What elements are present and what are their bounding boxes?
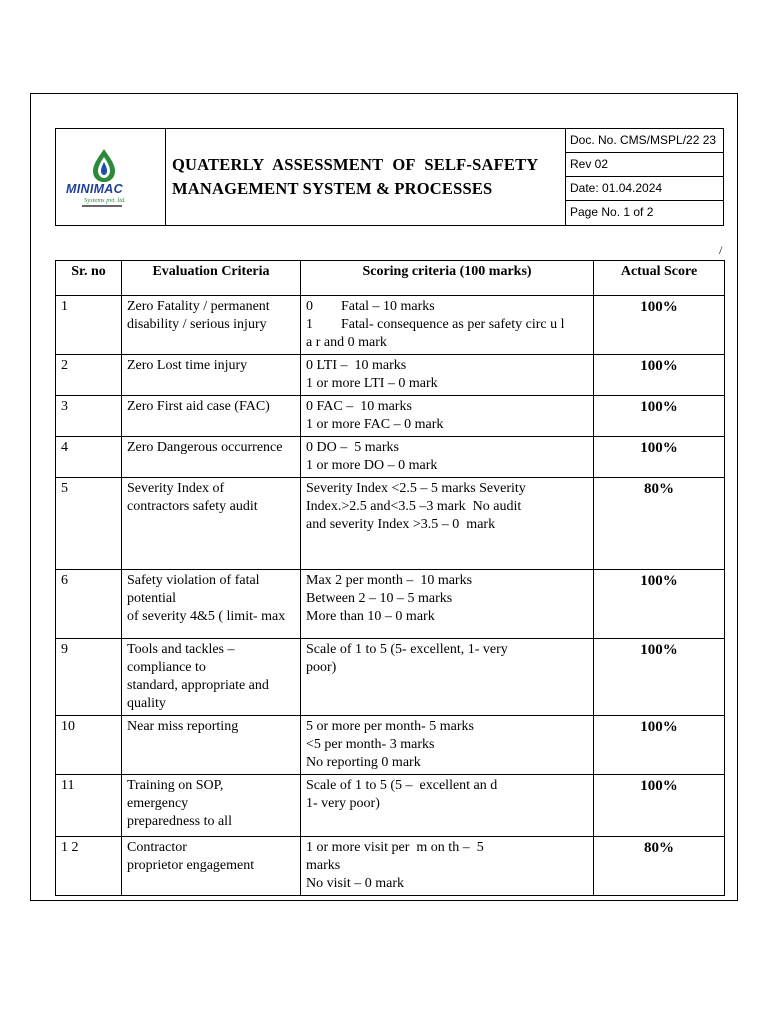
revision: Rev 02	[566, 153, 724, 177]
criteria-line: contractors safety audit	[127, 499, 258, 514]
criteria-cell	[122, 716, 301, 775]
criteria-cell	[122, 396, 301, 437]
scoring-line: More than 10 – 0 mark	[306, 609, 435, 624]
scoring-line: No reporting 0 mark	[306, 755, 421, 770]
column-header: Actual Score	[594, 261, 725, 296]
svg-text:Systems pvt. ltd.: Systems pvt. ltd.	[84, 197, 126, 204]
criteria-line: Tools and tackles –	[127, 642, 235, 657]
sr-no-cell: 1	[56, 296, 122, 355]
criteria-line: compliance to	[127, 660, 206, 675]
criteria-line: of severity 4&5 ( limit- max	[127, 609, 286, 624]
scoring-line: 1 Fatal- consequence as per safety circ u l	[306, 317, 565, 332]
scoring-line: 1- very poor)	[306, 796, 380, 811]
table-row	[56, 396, 725, 437]
criteria-line: Zero First aid case (FAC)	[127, 399, 270, 414]
criteria-line: potential	[127, 591, 176, 606]
criteria-line: preparedness to all	[127, 814, 232, 829]
document-header	[55, 128, 724, 226]
criteria-line: standard, appropriate and	[127, 678, 269, 693]
sr-no-cell: 11	[56, 775, 122, 837]
actual-score-cell: 80%	[594, 478, 725, 570]
table-row	[56, 478, 725, 570]
criteria-line: Training on SOP,	[127, 778, 224, 793]
scoring-line: Scale of 1 to 5 (5- excellent, 1- very	[306, 642, 508, 657]
scoring-line: Index.>2.5 and<3.5 –3 mark No audit	[306, 499, 522, 514]
scoring-line: 0 DO – 5 marks	[306, 440, 399, 455]
page-number: Page No. 1 of 2	[570, 205, 654, 219]
scoring-line: 5 or more per month- 5 marks	[306, 719, 474, 734]
scoring-line: Severity Index <2.5 – 5 marks Severity	[306, 481, 526, 496]
criteria-cell	[122, 296, 301, 355]
scoring-line: 1 or more FAC – 0 mark	[306, 417, 444, 432]
criteria-cell	[122, 837, 301, 896]
scoring-line: poor)	[306, 660, 337, 675]
table-row	[56, 355, 725, 396]
scoring-cell	[301, 837, 594, 896]
table-header-row	[56, 261, 725, 296]
scoring-line: 1 or more LTI – 0 mark	[306, 376, 438, 391]
title-cell	[166, 129, 619, 225]
criteria-line: Zero Lost time injury	[127, 358, 248, 373]
document-meta	[565, 129, 724, 225]
sr-no-cell: 1 2	[56, 837, 122, 896]
doc-number: Doc. No. CMS/MSPL/22 23	[566, 129, 724, 153]
scoring-cell	[301, 478, 594, 570]
actual-score-cell: 100%	[594, 570, 725, 639]
actual-score-cell: 100%	[594, 396, 725, 437]
sr-no-cell: 3	[56, 396, 122, 437]
criteria-line: Near miss reporting	[127, 719, 239, 734]
criteria-cell	[122, 478, 301, 570]
sr-no-cell: 2	[56, 355, 122, 396]
sr-no-cell: 6	[56, 570, 122, 639]
criteria-cell	[122, 639, 301, 716]
scoring-line: and severity Index >3.5 – 0 mark	[306, 517, 496, 532]
actual-score-cell: 100%	[594, 775, 725, 837]
minimac-logo	[64, 145, 158, 211]
logo-cell	[56, 129, 166, 225]
actual-score-cell: 100%	[594, 296, 725, 355]
criteria-line: Zero Fatality / permanent	[127, 299, 270, 314]
scoring-line: Between 2 – 10 – 5 marks	[306, 591, 453, 606]
stray-mark: /	[719, 243, 723, 257]
scoring-line: Max 2 per month – 10 marks	[306, 573, 473, 588]
actual-score-cell: 100%	[594, 639, 725, 716]
document-title	[172, 153, 572, 201]
scoring-cell	[301, 639, 594, 716]
criteria-line: Zero Dangerous occurrence	[127, 440, 283, 455]
table-row	[56, 775, 725, 837]
criteria-line: Contractor	[127, 840, 187, 855]
date: Date: 01.04.2024	[566, 177, 724, 201]
scoring-line: 1 or more visit per m on th – 5	[306, 840, 484, 855]
actual-score-cell: 100%	[594, 716, 725, 775]
column-header: Sr. no	[56, 261, 122, 296]
table-row	[56, 437, 725, 478]
scoring-cell	[301, 570, 594, 639]
scoring-line: 1 or more DO – 0 mark	[306, 458, 438, 473]
scoring-line: a r and 0 mark	[306, 335, 387, 350]
title-line-1: QUATERLY ASSESSMENT OF SELF-SAFETY	[172, 155, 539, 174]
scoring-line: 0 FAC – 10 marks	[306, 399, 412, 414]
sr-no-cell: 4	[56, 437, 122, 478]
actual-score-cell: 100%	[594, 437, 725, 478]
scoring-line: <5 per month- 3 marks	[306, 737, 435, 752]
scoring-line: 0 Fatal – 10 marks	[306, 299, 435, 314]
criteria-line: disability / serious injury	[127, 317, 267, 332]
scoring-line: marks	[306, 858, 341, 873]
svg-text:MINIMAC: MINIMAC	[66, 182, 123, 196]
column-header: Evaluation Criteria	[122, 261, 301, 296]
table-row	[56, 837, 725, 896]
scoring-cell	[301, 716, 594, 775]
criteria-line: quality	[127, 696, 166, 711]
criteria-line: Safety violation of fatal	[127, 573, 260, 588]
scoring-line: Scale of 1 to 5 (5 – excellent an d	[306, 778, 498, 793]
actual-score-cell: 100%	[594, 355, 725, 396]
table-row	[56, 296, 725, 355]
title-line-2: MANAGEMENT SYSTEM & PROCESSES	[172, 179, 493, 198]
sr-no-cell: 10	[56, 716, 122, 775]
scoring-cell	[301, 396, 594, 437]
column-header: Scoring criteria (100 marks)	[301, 261, 594, 296]
table-row	[56, 570, 725, 639]
scoring-line: 0 LTI – 10 marks	[306, 358, 407, 373]
actual-score-cell: 80%	[594, 837, 725, 896]
criteria-line: proprietor engagement	[127, 858, 255, 873]
table-row	[56, 639, 725, 716]
scoring-cell	[301, 296, 594, 355]
criteria-cell	[122, 355, 301, 396]
criteria-cell	[122, 570, 301, 639]
sr-no-cell: 5	[56, 478, 122, 570]
criteria-cell	[122, 437, 301, 478]
sr-no-cell: 9	[56, 639, 122, 716]
criteria-cell	[122, 775, 301, 837]
table-row	[56, 716, 725, 775]
criteria-line: emergency	[127, 796, 189, 811]
scoring-cell	[301, 775, 594, 837]
assessment-table	[55, 260, 725, 896]
scoring-cell	[301, 437, 594, 478]
scoring-line: No visit – 0 mark	[306, 876, 404, 891]
criteria-line: Severity Index of	[127, 481, 225, 496]
scoring-cell	[301, 355, 594, 396]
